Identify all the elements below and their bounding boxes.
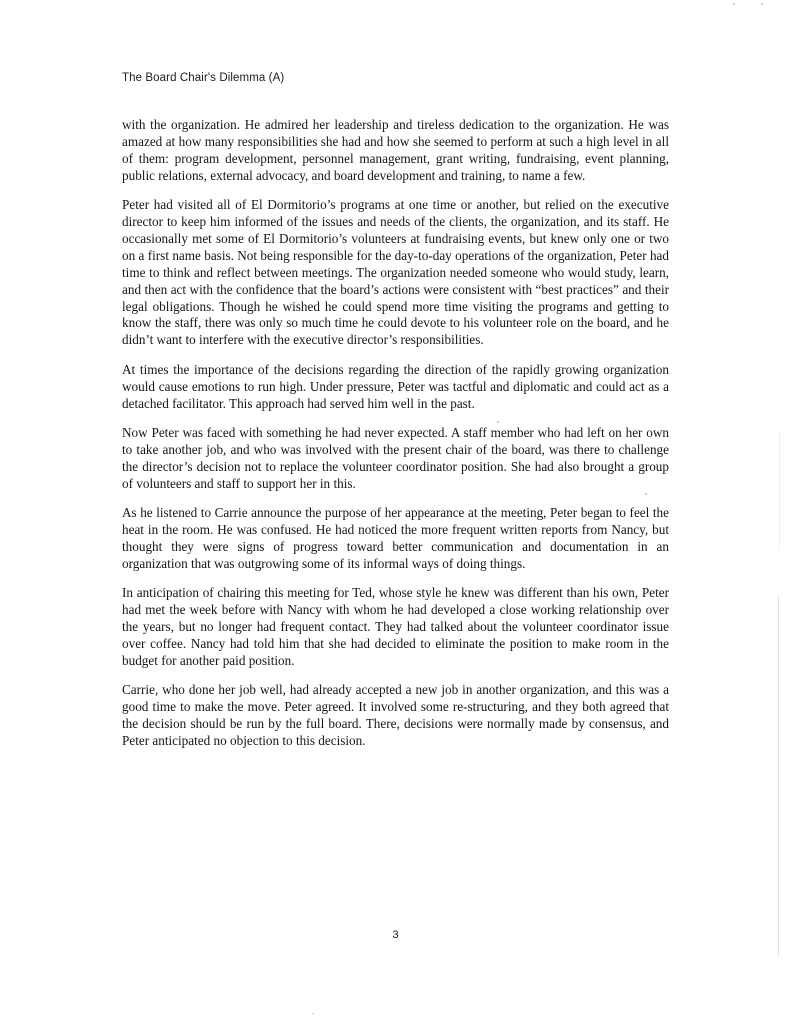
paragraph: As he listened to Carrie announce the purpose of her appearance at the meeting, Peter began to feel the heat in the room. He was confused. He had noticed the more frequent written reports from Nancy, but thought they were signs of progress toward better communication and documentation in an organization that was outgrowing some of its informal ways of doing things. — [122, 505, 669, 571]
paragraph: Peter had visited all of El Dormitorio’s programs at one time or another, but relied on the executive director to keep him informed of the issues and needs of the clients, the organization, and its staff. He occasionally met some of El Dormitorio’s volunteers at fundraising events, but knew only one or two on a first name basis. Not being responsible for the day-to-day operations of the organization, Peter had time to think and reflect between meetings. The organization needed someone who would study, learn, and then act with the confidence that the board’s actions were consistent with “best practices” and their legal obligations. Though he wished he could spend more time visiting the programs and getting to know the staff, there was only so much time he could devote to his volunteer role on the board, and he didn’t want to interfere with the executive director’s responsibilities. — [122, 197, 669, 348]
page-number: 3 — [392, 929, 399, 941]
paragraph: with the organization. He admired her leadership and tireless dedication to the organization. He was amazed at how many responsibilities she had and how she seemed to perform at such a high level in all of them: program development, personnel management, grant writing, fundraising, event planning, public relations, external advocacy, and board development and training, to name a few. — [122, 117, 669, 183]
paragraph: At times the importance of the decisions regarding the direction of the rapidly growing organization would cause emotions to run high. Under pressure, Peter was tactful and diplomatic and could act as a detached facilitator. This approach had served him well in the past. — [122, 361, 669, 411]
scan-artifact-line — [778, 596, 779, 956]
paragraph: In anticipation of chairing this meeting for Ted, whose style he knew was different than his own, Peter had met the week before with Nancy with whom he had developed a close working relationship over the years, but no longer had frequent contact. They had talked about the volunteer coordinator issue over coffee. Nancy had told him that she had decided to eliminate the position to make room in the budget for another paid position. — [122, 585, 669, 668]
running-head: The Board Chair's Dilemma (A) — [122, 72, 285, 84]
scan-artifact-line-secondary — [779, 430, 780, 550]
scan-speck — [645, 493, 647, 495]
paragraph: Carrie, who done her job well, had already accepted a new job in another organization, and this was a good time to make the move. Peter agreed. It involved some re-structuring, and they both agreed that the decision should be run by the full board. There, decisions were normally made by consensus, and Peter anticipated no objection to this decision. — [122, 682, 669, 748]
scan-speck — [761, 3, 763, 5]
scan-speck — [312, 1013, 314, 1014]
scan-speck — [733, 3, 735, 5]
body-text-column — [122, 117, 669, 750]
paragraph: Now Peter was faced with something he had never expected. A staff member who had left on her own to take another job, and who was involved with the present chair of the board, was there to challenge the director’s decision not to replace the volunteer coordinator position. She had also brought a group of volunteers and staff to support her in this. — [122, 425, 669, 491]
scan-speck — [497, 421, 499, 423]
